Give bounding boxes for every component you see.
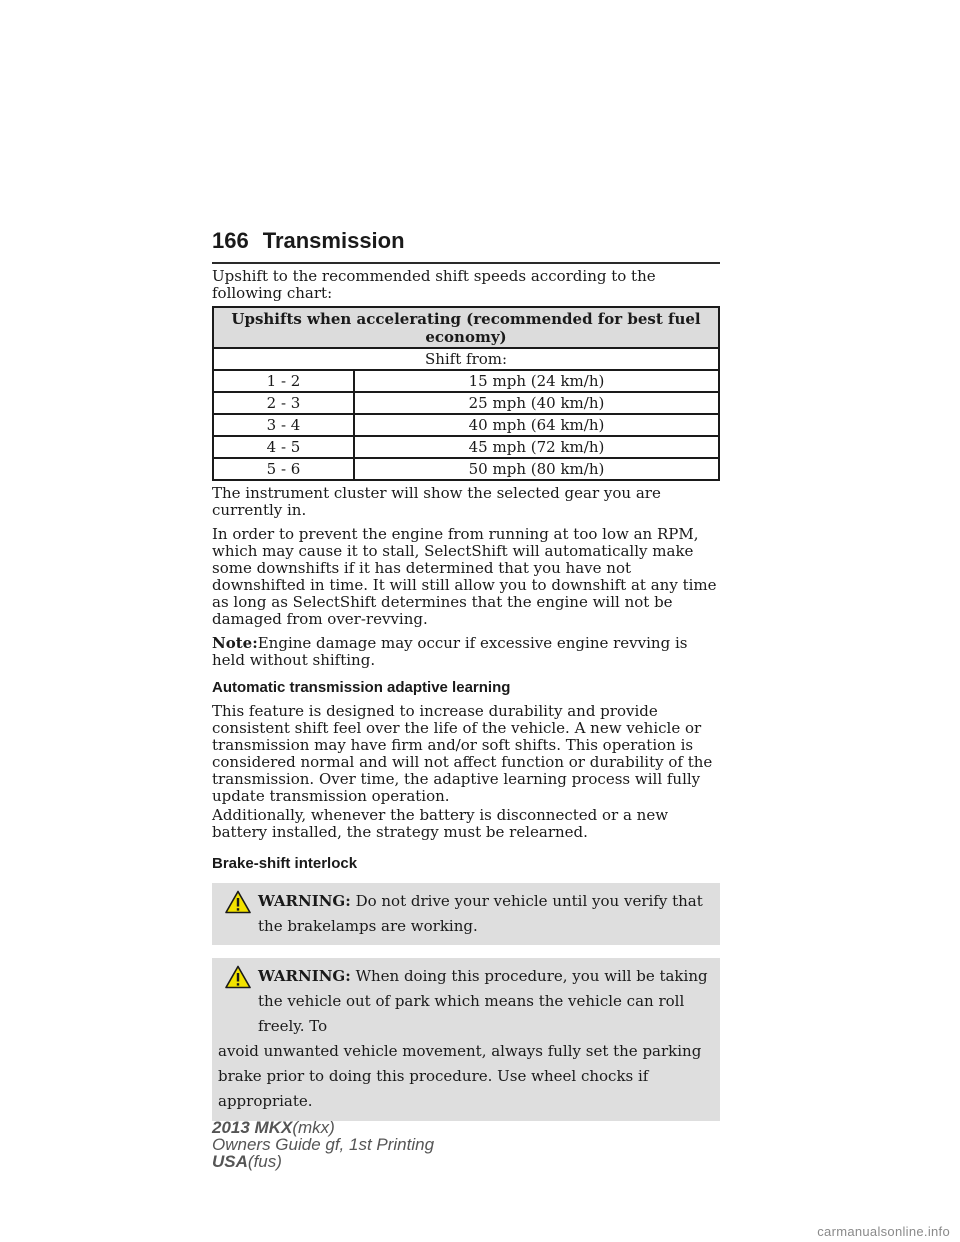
warning-label: WARNING: bbox=[258, 967, 351, 985]
adaptive-learning-heading: Automatic transmission adaptive learning bbox=[212, 679, 511, 696]
gear-cell: 4 - 5 bbox=[213, 436, 354, 458]
shift-speed-table bbox=[212, 306, 720, 481]
gear-cell: 1 - 2 bbox=[213, 370, 354, 392]
footer-market: USA bbox=[212, 1152, 248, 1171]
footer-market-code: (fus) bbox=[247, 1152, 282, 1171]
table-row bbox=[213, 370, 719, 392]
header-rule bbox=[212, 262, 720, 264]
print-footer bbox=[212, 1119, 434, 1170]
table-row bbox=[213, 436, 719, 458]
section-title: Transmission bbox=[262, 228, 405, 253]
table-subheader-row bbox=[213, 348, 719, 370]
intro-paragraph: Upshift to the recommended shift speeds according to the following chart: bbox=[212, 267, 656, 302]
warning-box-procedure bbox=[212, 958, 720, 1121]
site-watermark: carmanualsonline.info bbox=[817, 1224, 950, 1239]
table-row bbox=[213, 458, 719, 480]
warning-box-brakelamps bbox=[212, 883, 720, 945]
table-row bbox=[213, 392, 719, 414]
gear-cell: 3 - 4 bbox=[213, 414, 354, 436]
adaptive-paragraph-2: Additionally, whenever the battery is disconnected or a new battery installed, the strategy must be relearned. bbox=[212, 806, 669, 841]
page-number: 166 bbox=[212, 228, 249, 253]
warning-label: WARNING: bbox=[258, 892, 351, 910]
brake-shift-heading: Brake-shift interlock bbox=[212, 855, 358, 872]
gear-cell: 2 - 3 bbox=[213, 392, 354, 414]
table-row bbox=[213, 414, 719, 436]
note-text: Engine damage may occur if excessive engine revving is held without shifting. bbox=[212, 634, 688, 669]
warning-triangle-icon bbox=[225, 890, 251, 914]
table-subheader: Shift from: bbox=[213, 348, 719, 370]
table-title: Upshifts when accelerating (recommended for best fuel economy) bbox=[213, 307, 719, 348]
warning-triangle-icon bbox=[225, 965, 251, 989]
speed-cell: 50 mph (80 km/h) bbox=[354, 458, 719, 480]
footer-line-guide: Owners Guide gf, 1st Printing bbox=[212, 1135, 435, 1154]
warning-text: When doing this procedure, you will be taking the vehicle out of park which means the vehicle can roll freely. To bbox=[258, 967, 708, 1035]
speed-cell: 15 mph (24 km/h) bbox=[354, 370, 719, 392]
footer-model-code: (mkx) bbox=[292, 1118, 335, 1137]
prevent-stall-paragraph: In order to prevent the engine from running at too low an RPM, which may cause it to stall, SelectShift will automatically make some downshifts if it has determined that you have not downshifted in time. It will still allow you to downshift at any time as long as SelectShift determines that the engine will not be damaged from over-revving. bbox=[212, 525, 717, 628]
warning-text: Do not drive your vehicle until you verify that the brakelamps are working. bbox=[258, 892, 703, 935]
table-title-row bbox=[213, 307, 719, 348]
cluster-paragraph: The instrument cluster will show the selected gear you are currently in. bbox=[212, 484, 661, 519]
speed-cell: 40 mph (64 km/h) bbox=[354, 414, 719, 436]
note-label: Note: bbox=[212, 634, 258, 652]
note-paragraph bbox=[212, 635, 720, 669]
footer-line-model bbox=[212, 1119, 434, 1136]
speed-cell: 45 mph (72 km/h) bbox=[354, 436, 719, 458]
page-header bbox=[212, 228, 720, 262]
gear-cell: 5 - 6 bbox=[213, 458, 354, 480]
footer-line-market bbox=[212, 1153, 434, 1170]
warning-text-continued: avoid unwanted vehicle movement, always fully set the parking brake prior to doing this procedure. Use wheel chocks if appropriate. bbox=[218, 1042, 702, 1110]
footer-model: 2013 MKX bbox=[212, 1118, 293, 1137]
adaptive-paragraph-1: This feature is designed to increase durability and provide consistent shift feel over the life of the vehicle. A new vehicle or transmission may have firm and/or soft shifts. This operation is considered normal and will not affect function or durability of the transmission. Over time, the adaptive learning process will fully update transmission operation. bbox=[212, 702, 713, 805]
page-content bbox=[212, 228, 720, 1134]
speed-cell: 25 mph (40 km/h) bbox=[354, 392, 719, 414]
